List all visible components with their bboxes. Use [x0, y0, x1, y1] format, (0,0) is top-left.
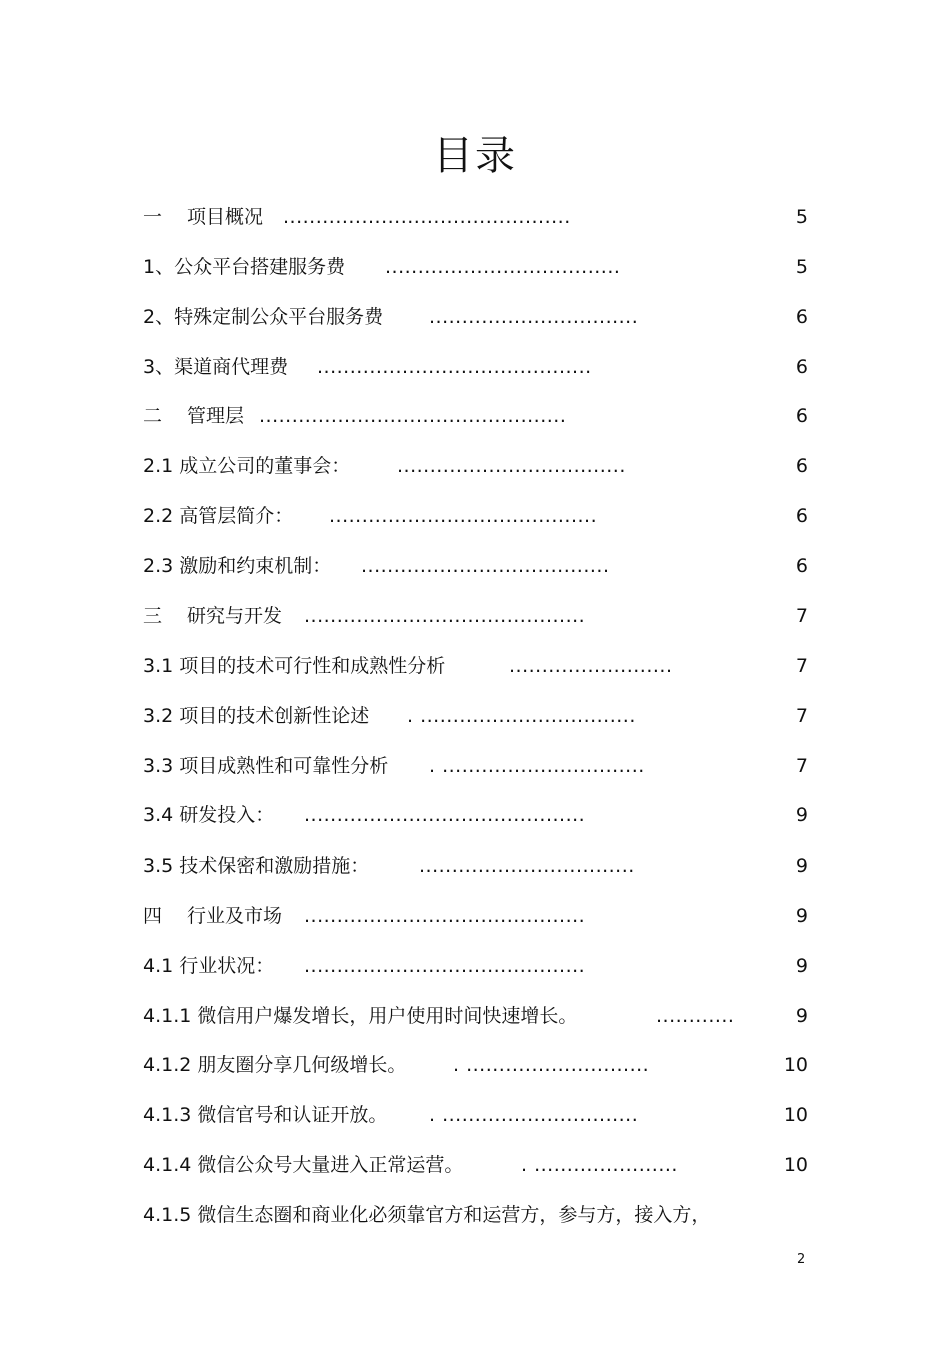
toc-entry[interactable] — [143, 800, 808, 830]
toc-entry-label: 3.2 项目的技术创新性论述 — [143, 705, 370, 727]
toc-entry[interactable] — [143, 951, 808, 981]
toc-page-number: 9 — [795, 955, 808, 977]
toc-page-number: 10 — [783, 1154, 808, 1176]
toc-entry[interactable] — [143, 1200, 808, 1230]
toc-leader-dots: ................................ — [429, 306, 639, 328]
toc-leader-dots: ................................... — [397, 455, 626, 477]
toc-entry[interactable] — [143, 901, 808, 931]
toc-page-number: 10 — [783, 1054, 808, 1076]
toc-leader-dots: . ............................ — [453, 1054, 650, 1076]
toc-entry[interactable] — [143, 352, 808, 382]
toc-leader-dots: ......................... — [509, 655, 673, 677]
toc-entry-label: 3.3 项目成熟性和可靠性分析 — [143, 755, 389, 777]
toc-entry-label: 4.1.3 微信官号和认证开放。 — [143, 1104, 388, 1126]
toc-entry[interactable] — [143, 501, 808, 531]
toc-leader-dots: . .............................. — [429, 1104, 639, 1126]
toc-entry[interactable] — [143, 751, 808, 781]
toc-entry[interactable] — [143, 851, 808, 881]
toc-entry[interactable] — [143, 451, 808, 481]
toc-entry[interactable] — [143, 551, 808, 581]
toc-entry[interactable] — [143, 401, 808, 431]
toc-entry-label: 2、特殊定制公众平台服务费 — [143, 306, 384, 328]
toc-leader-dots: .................................... — [385, 256, 621, 278]
toc-leader-dots: ................................. — [419, 855, 635, 877]
footer-page-number: 2 — [797, 1252, 806, 1267]
toc-entry-label: 2.2 高管层简介： — [143, 505, 294, 527]
toc-entry[interactable] — [143, 701, 808, 731]
toc-leader-dots: ............................................... — [259, 405, 567, 427]
toc-page-number: 10 — [783, 1104, 808, 1126]
toc-page-number: 9 — [795, 1005, 808, 1027]
toc-page-number: 7 — [795, 705, 808, 727]
toc-entry[interactable] — [143, 1050, 808, 1080]
toc-entry-label: 三 研究与开发 — [143, 605, 283, 627]
toc-page-number: 9 — [795, 905, 808, 927]
toc-entry[interactable] — [143, 202, 808, 232]
toc-page-number: 9 — [795, 855, 808, 877]
toc-page-number: 6 — [795, 405, 808, 427]
toc-leader-dots: ............................................ — [283, 206, 571, 228]
toc-leader-dots: ........................................... — [304, 955, 586, 977]
toc-entry-label: 4.1 行业状况： — [143, 955, 275, 977]
page-title: 目录 — [433, 133, 517, 179]
toc-page-number: 6 — [795, 555, 808, 577]
toc-leader-dots: . ...................... — [521, 1154, 678, 1176]
toc-entry[interactable] — [143, 1150, 808, 1180]
toc-page-number: 5 — [795, 206, 808, 228]
toc-leader-dots: ........................................... — [304, 605, 586, 627]
toc-leader-dots: . ................................. — [407, 705, 636, 727]
toc-entry[interactable] — [143, 302, 808, 332]
toc-entry[interactable] — [143, 651, 808, 681]
toc-leader-dots: ........................................... — [304, 804, 586, 826]
toc-entry[interactable] — [143, 1100, 808, 1130]
toc-entry-label: 四 行业及市场 — [143, 905, 283, 927]
toc-leader-dots: . ............................... — [429, 755, 645, 777]
toc-page-number: 7 — [795, 655, 808, 677]
toc-entry[interactable] — [143, 601, 808, 631]
toc-page-number: 6 — [795, 455, 808, 477]
toc-entry[interactable] — [143, 252, 808, 282]
toc-entry-label: 二 管理层 — [143, 405, 245, 427]
toc-leader-dots: ............ — [656, 1005, 735, 1027]
toc-page-number: 9 — [795, 804, 808, 826]
toc-entry-label: 4.1.4 微信公众号大量进入正常运营。 — [143, 1154, 464, 1176]
toc-page-number: 7 — [795, 755, 808, 777]
toc-leader-dots: .......................................... — [317, 356, 592, 378]
toc-page-number: 7 — [795, 605, 808, 627]
toc-entry-label: 3.5 技术保密和激励措施： — [143, 855, 370, 877]
toc-entry-label: 3.1 项目的技术可行性和成熟性分析 — [143, 655, 446, 677]
toc-entry-label: 3.4 研发投入： — [143, 804, 275, 826]
toc-entry-label: 3、渠道商代理费 — [143, 356, 289, 378]
toc-leader-dots: ........................................... — [304, 905, 586, 927]
toc-entry-label: 2.3 激励和约束机制： — [143, 555, 332, 577]
toc-page-number: 6 — [795, 505, 808, 527]
toc-leader-dots: ......................................... — [329, 505, 598, 527]
toc-entry-label: 4.1.5 微信生态圈和商业化必须靠官方和运营方，参与方，接入方， — [143, 1204, 711, 1226]
toc-page-number: 6 — [795, 306, 808, 328]
toc-leader-dots: ...................................... — [361, 555, 610, 577]
toc-entry-label: 2.1 成立公司的董事会： — [143, 455, 351, 477]
toc-entry-label: 4.1.2 朋友圈分享几何级增长。 — [143, 1054, 407, 1076]
toc-entry-label: 1、公众平台搭建服务费 — [143, 256, 346, 278]
toc-page-number: 5 — [795, 256, 808, 278]
toc-entry-label: 4.1.1 微信用户爆发增长，用户使用时间快速增长。 — [143, 1005, 578, 1027]
toc-entry[interactable] — [143, 1001, 808, 1031]
toc-entry-label: 一 项目概况 — [143, 206, 264, 228]
toc-page-number: 6 — [795, 356, 808, 378]
